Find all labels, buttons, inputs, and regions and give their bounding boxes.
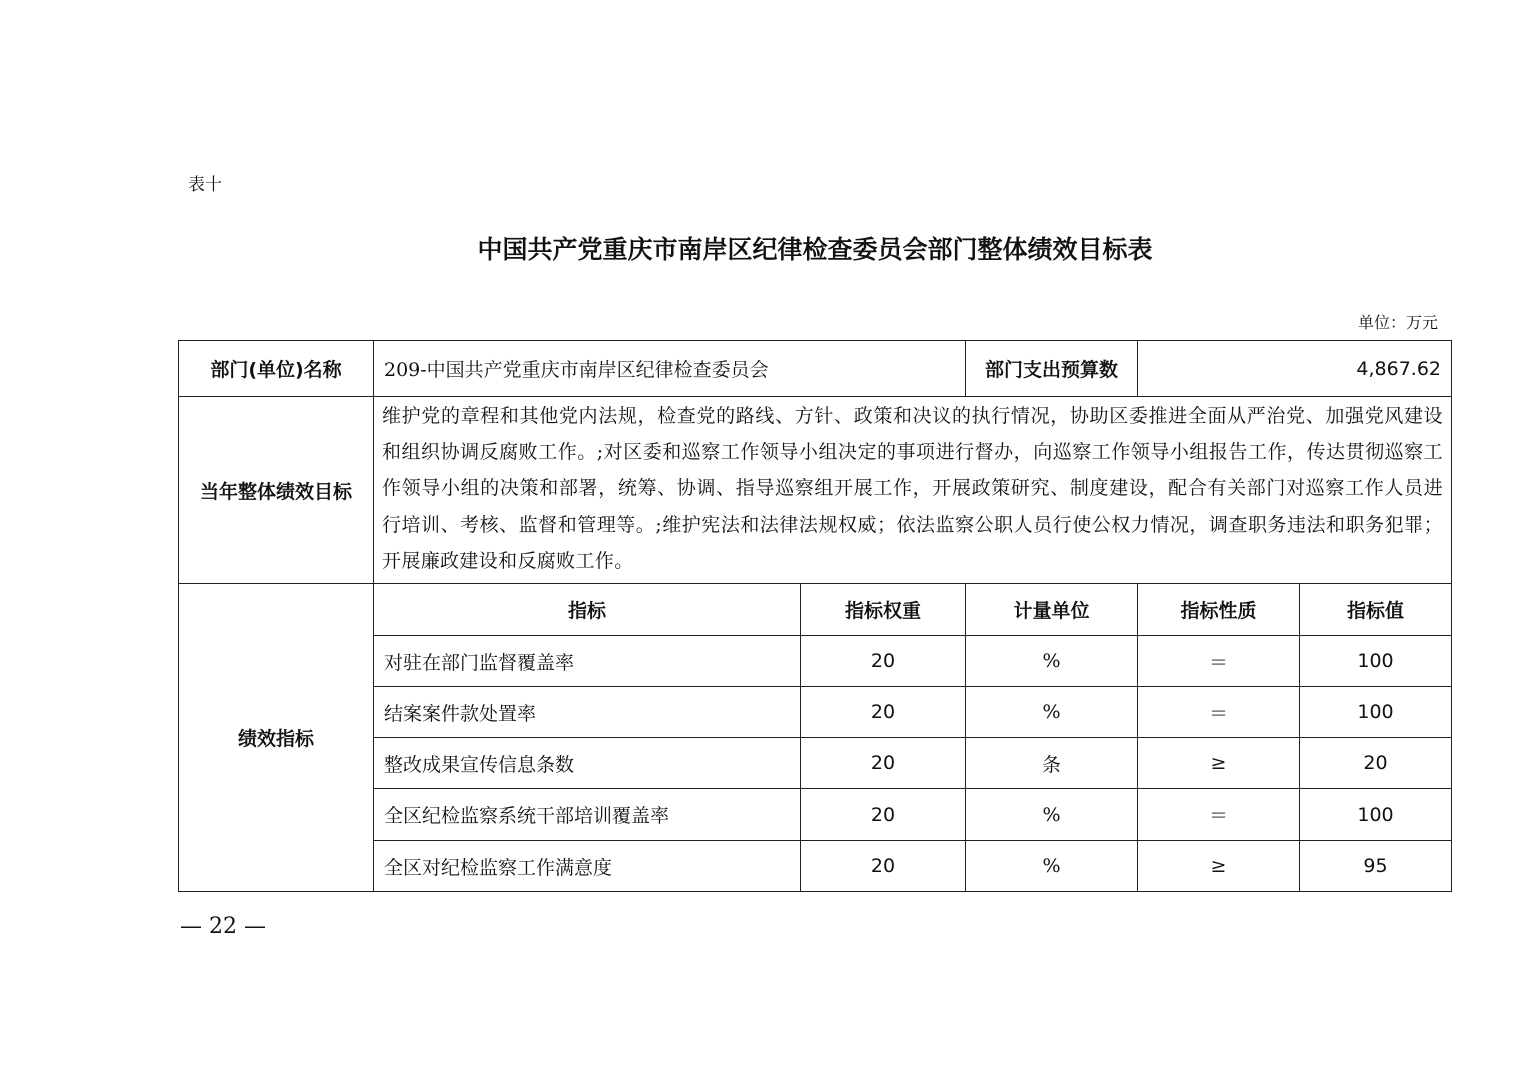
header-nature: 指标性质 [1138, 584, 1300, 636]
indicator-unit: 条 [966, 738, 1138, 789]
indicator-header-row [179, 584, 1452, 636]
table-number-label: 表十 [188, 175, 222, 195]
header-indicator: 指标 [374, 584, 801, 636]
indicator-nature: ≥ [1138, 738, 1300, 789]
indicator-weight: 20 [801, 841, 966, 892]
indicator-value: 95 [1300, 841, 1452, 892]
indicator-unit: % [966, 687, 1138, 738]
indicator-section-label: 绩效指标 [179, 584, 374, 892]
indicator-unit: % [966, 789, 1138, 841]
indicator-name: 全区对纪检监察工作满意度 [374, 841, 801, 892]
dept-name-label: 部门(单位)名称 [179, 341, 374, 397]
dept-name-value: 209-中国共产党重庆市南岸区纪律检查委员会 [374, 341, 966, 397]
indicator-value: 100 [1300, 687, 1452, 738]
budget-value: 4,867.62 [1138, 341, 1452, 397]
indicator-weight: 20 [801, 789, 966, 841]
indicator-unit: % [966, 636, 1138, 687]
indicator-value: 100 [1300, 789, 1452, 841]
page-number: — 22 — [180, 914, 266, 939]
indicator-weight: 20 [801, 636, 966, 687]
indicator-name: 对驻在部门监督覆盖率 [374, 636, 801, 687]
goal-text: 维护党的章程和其他党内法规，检查党的路线、方针、政策和决议的执行情况，协助区委推进全面从严治党、加强党风建设和组织协调反腐败工作。;对区委和巡察工作领导小组决定的事项进行督办，向巡察工作领导小组报告工作，传达贯彻巡察工作领导小组的决策和部署，统筹、协调、指导巡察组开展工作，开展政策研究、制度建设，配合有关部门对巡察工作人员进行培训、考核、监督和管理等。;维护宪法和法律法规权威；依法监察公职人员行使公权力情况，调查职务违法和职务犯罪；开展廉政建设和反腐败工作。 [374, 397, 1452, 584]
indicator-weight: 20 [801, 738, 966, 789]
indicator-name: 结案案件款处置率 [374, 687, 801, 738]
indicator-nature: ＝ [1138, 636, 1300, 687]
indicator-value: 100 [1300, 636, 1452, 687]
indicator-value: 20 [1300, 738, 1452, 789]
indicator-nature: ≥ [1138, 841, 1300, 892]
header-weight: 指标权重 [801, 584, 966, 636]
budget-label: 部门支出预算数 [966, 341, 1138, 397]
indicator-name: 整改成果宣传信息条数 [374, 738, 801, 789]
indicator-name: 全区纪检监察系统干部培训覆盖率 [374, 789, 801, 841]
document-title: 中国共产党重庆市南岸区纪律检查委员会部门整体绩效目标表 [477, 235, 1153, 264]
goal-label: 当年整体绩效目标 [179, 397, 374, 584]
unit-label: 单位：万元 [1357, 313, 1438, 332]
indicator-weight: 20 [801, 687, 966, 738]
department-row [179, 341, 1452, 397]
header-unit: 计量单位 [966, 584, 1138, 636]
performance-target-table [178, 340, 1452, 892]
indicator-nature: ＝ [1138, 687, 1300, 738]
header-value: 指标值 [1300, 584, 1452, 636]
indicator-unit: % [966, 841, 1138, 892]
goal-row [179, 397, 1452, 584]
indicator-nature: ＝ [1138, 789, 1300, 841]
